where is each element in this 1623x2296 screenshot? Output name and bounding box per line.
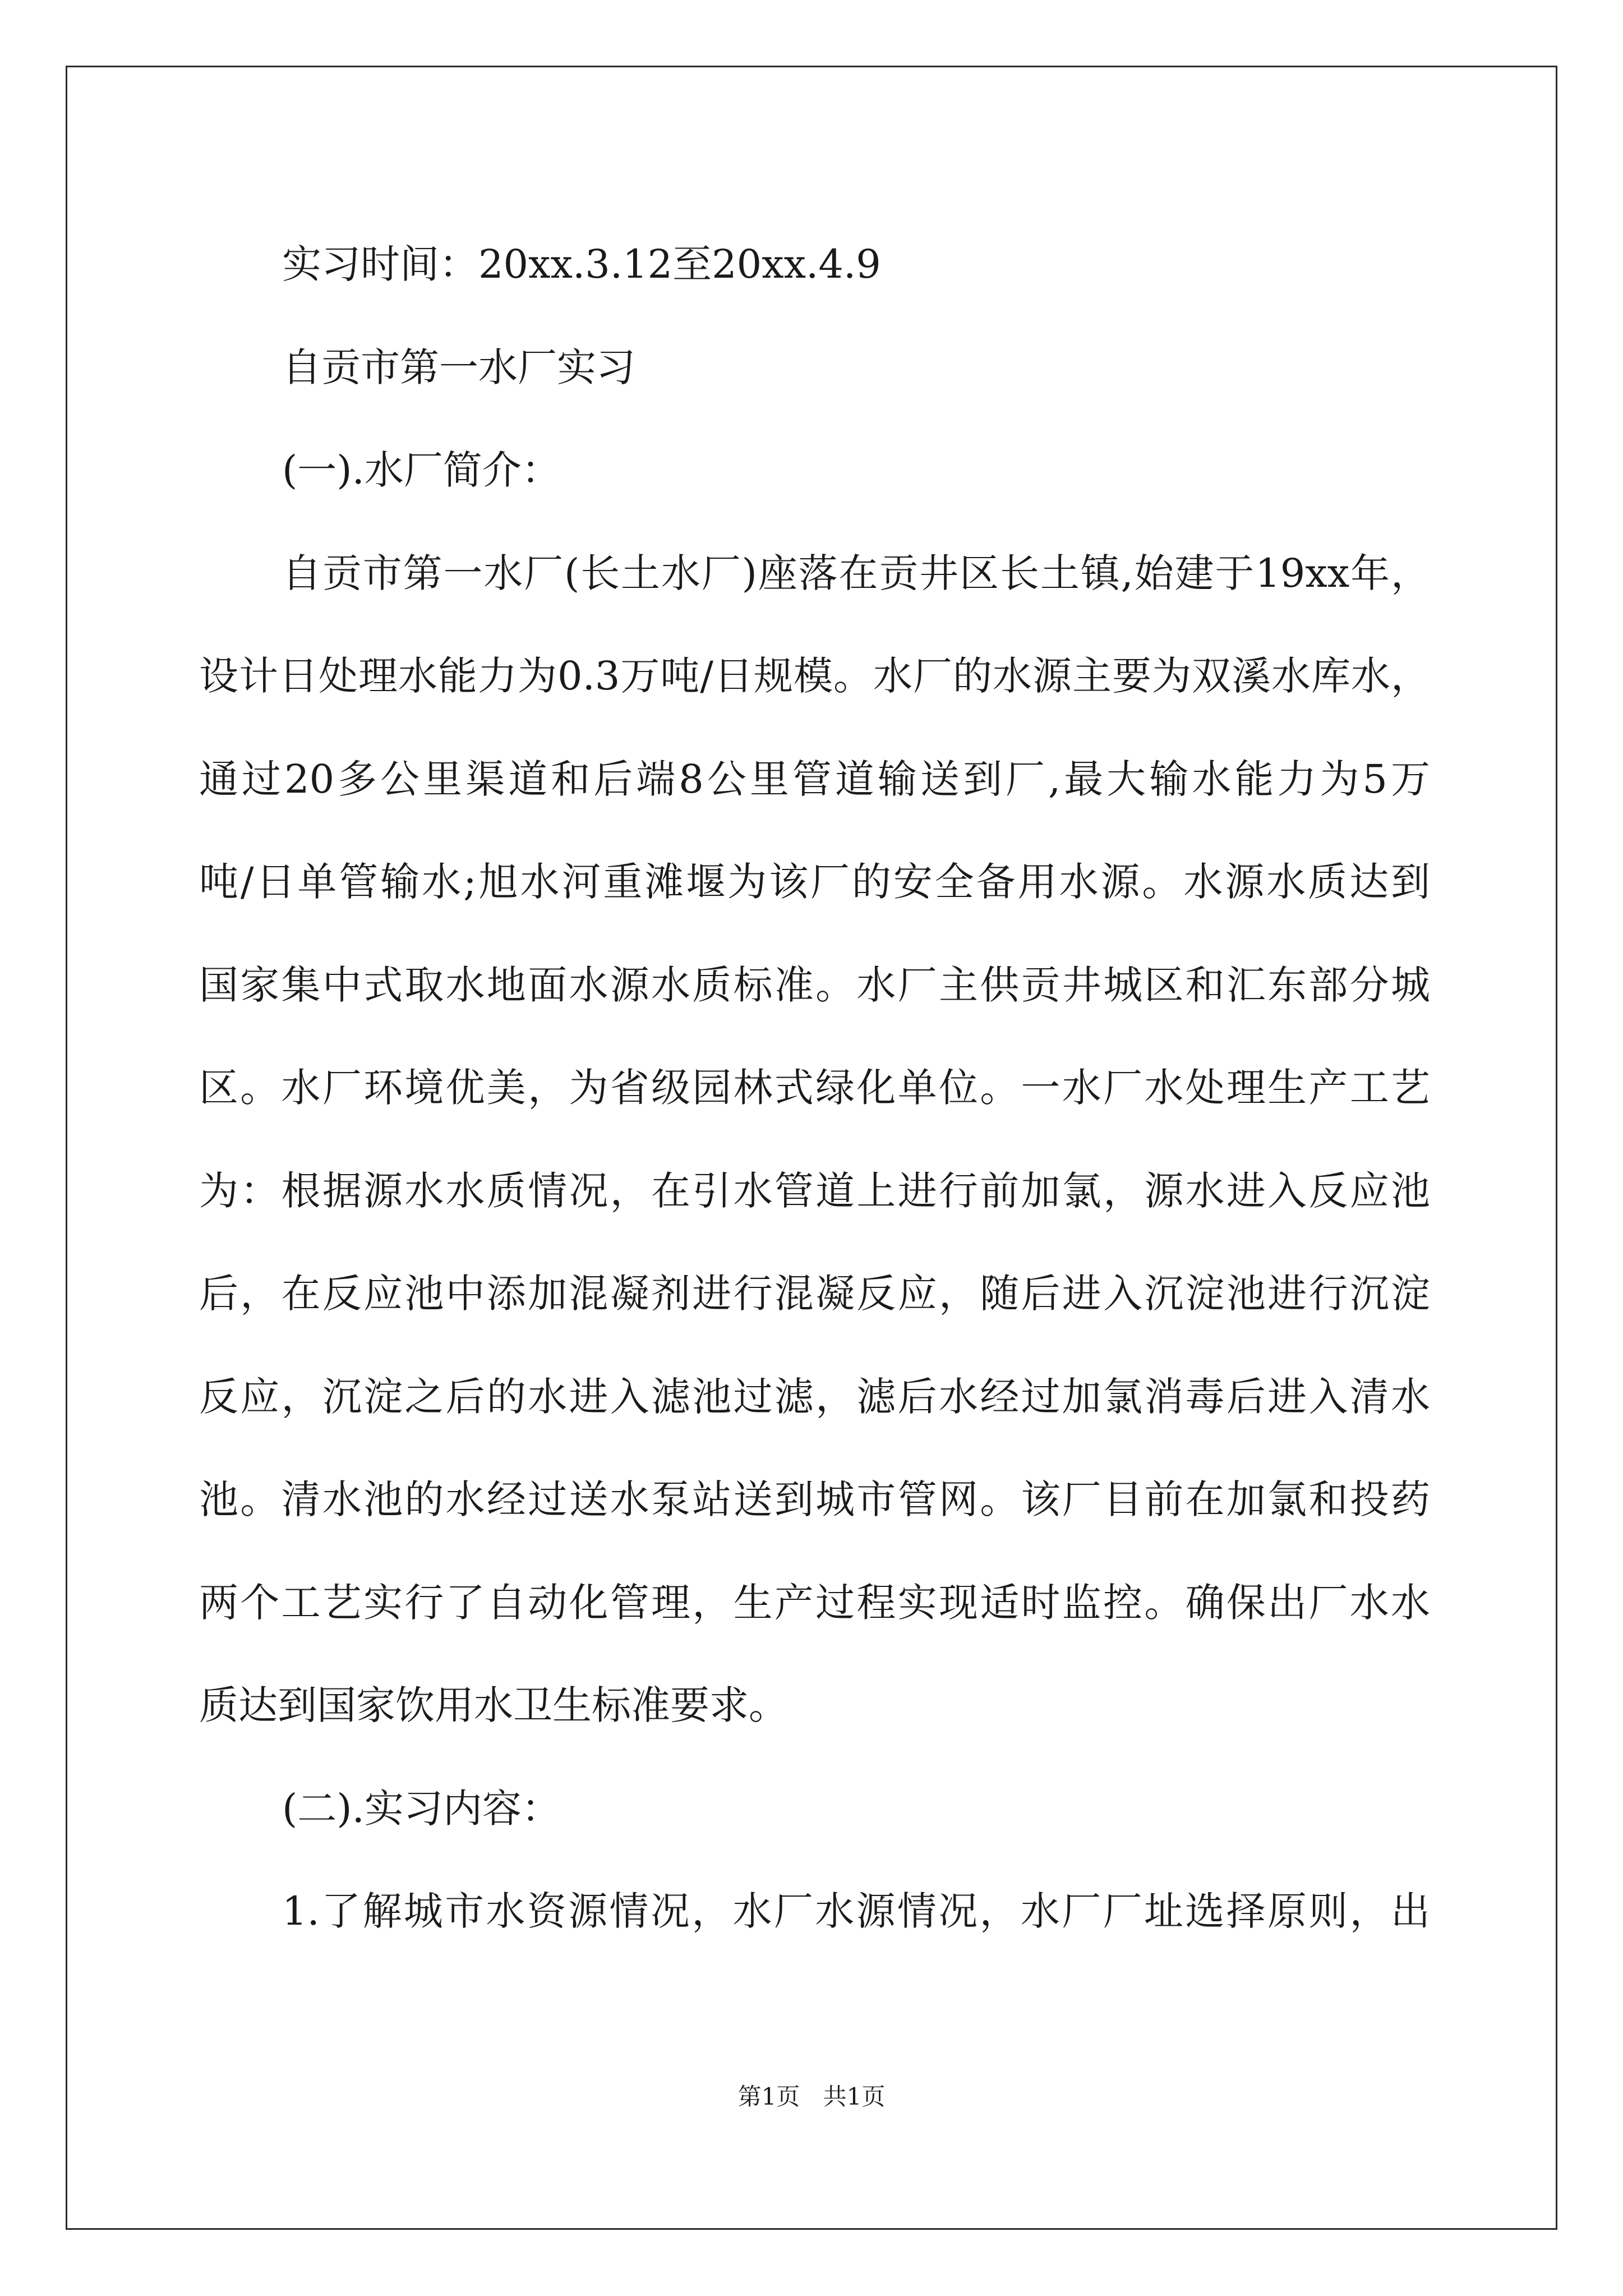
paragraph-line: 设计日处理水能力为0.3万吨/日规模。水厂的水源主要为双溪水库水，	[199, 653, 1430, 699]
paragraph-line: 池。清水池的水经过送水泵站送到城市管网。该厂目前在加氯和投药	[199, 1476, 1430, 1522]
paragraph-line: 质达到国家饮用水卫生标准要求。	[199, 1682, 788, 1728]
paragraph-line: 为：根据源水水质情况，在引水管道上进行前加氯，源水进入反应池	[199, 1167, 1430, 1214]
paragraph-line: 自贡市第一水厂(长土水厂)座落在贡井区长土镇,始建于19xx年，	[282, 550, 1430, 596]
list-item: 1.了解城市水资源情况，水厂水源情况，水厂厂址选择原则，出	[282, 1888, 1430, 1934]
heading-internship-content: (二).实习内容：	[282, 1785, 561, 1832]
paragraph-line: 吨/日单管输水;旭水河重滩堰为该厂的安全备用水源。水源水质达到	[199, 859, 1430, 905]
paragraph-line: 区。水厂环境优美，为省级园林式绿化单位。一水厂水处理生产工艺	[199, 1065, 1430, 1111]
paragraph-line: 反应，沉淀之后的水进入滤池过滤，滤后水经过加氯消毒后进入清水	[199, 1373, 1430, 1420]
paragraph-line: 两个工艺实行了自动化管理，生产过程实现适时监控。确保出厂水水	[199, 1579, 1430, 1626]
paragraph-line: 后，在反应池中添加混凝剂进行混凝反应，随后进入沉淀池进行沉淀	[199, 1271, 1430, 1317]
internship-period: 实习时间：20xx.3.12至20xx.4.9	[282, 241, 881, 287]
section-title: 自贡市第一水厂实习	[282, 344, 635, 390]
paragraph-line: 通过20多公里渠道和后端8公里管道输送到厂,最大输水能力为5万	[199, 756, 1430, 802]
page-footer	[0, 2078, 1623, 2112]
document-body	[199, 213, 1430, 1963]
page-number: 第1页	[737, 2083, 800, 2110]
page-total: 共1页	[823, 2083, 886, 2110]
paragraph-line: 国家集中式取水地面水源水质标准。水厂主供贡井城区和汇东部分城	[199, 961, 1430, 1008]
heading-plant-intro: (一).水厂简介：	[282, 447, 561, 493]
